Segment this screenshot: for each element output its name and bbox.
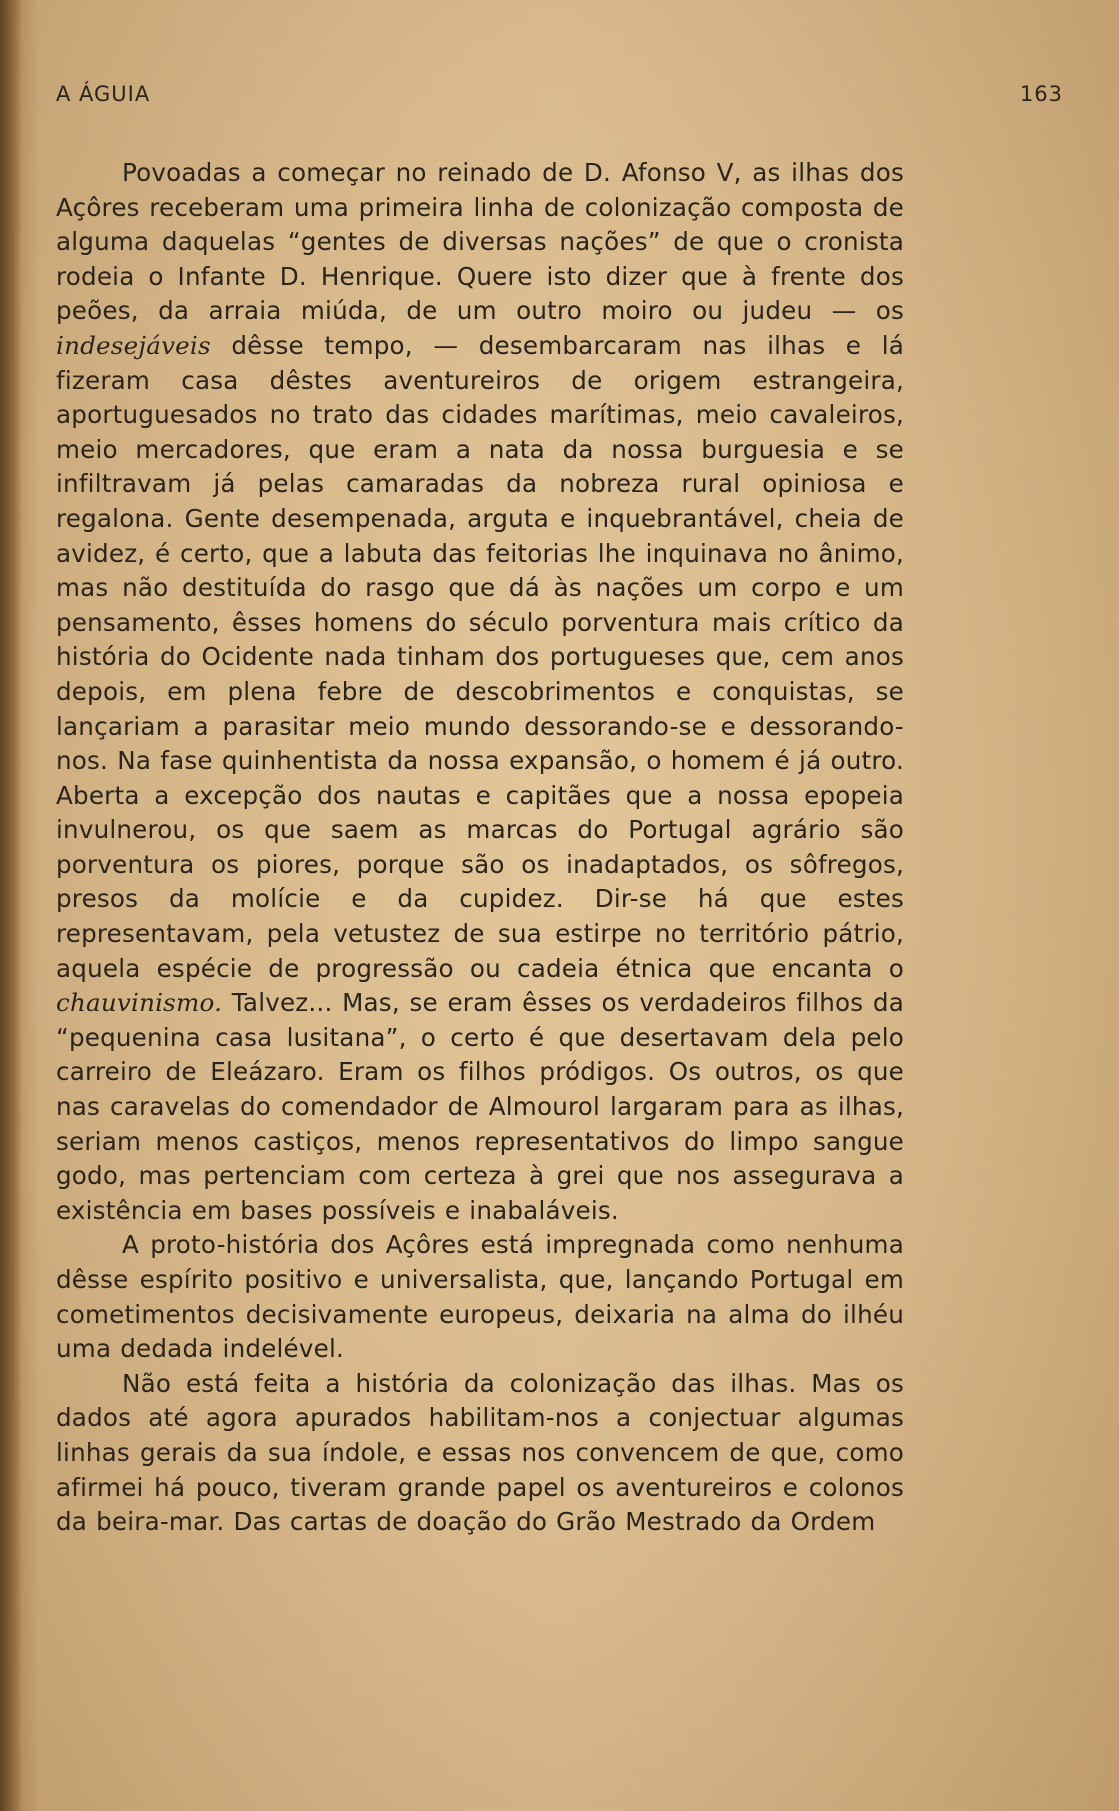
journal-title: A ÁGUIA bbox=[56, 82, 151, 106]
book-spine-shadow bbox=[0, 0, 22, 1811]
italic-term: chauvinismo. bbox=[56, 988, 223, 1018]
text-segment: A proto-história dos Açôres está impregnada como nenhuma dêsse espírito positivo e universalista, que, lançando Portugal em cometimentos decisivamente europeus, deixaria na alma do ilhéu uma dedada indelével. bbox=[56, 1230, 904, 1364]
paragraph-2 bbox=[56, 1228, 904, 1366]
text-segment: Talvez... Mas, se eram êsses os verdadeiros filhos da “pequenina casa lusitana”, o certo é que desertavam dela pelo carreiro de Eleázaro. Eram os filhos pródigos. Os outros, os que nas caravelas do comendador de Almourol largaram para as ilhas, seriam menos castiços, menos representativos do limpo sangue godo, mas pertenciam com certeza à grei que nos assegurava a existência em bases possíveis e inabaláveis. bbox=[56, 988, 904, 1225]
italic-term: indesejáveis bbox=[56, 330, 211, 360]
text-segment: dêsse tempo, — desembarcaram nas ilhas e lá fizeram casa dêstes aventureiros de origem estrangeira, aportuguesados no trato das cidades marítimas, meio cavaleiros, meio mercadores, que eram a nata da nossa burguesia e se infiltravam já pelas camaradas da nobreza rural opiniosa e regalona. Gente desempenada, arguta e inquebrantável, cheia de avidez, é certo, que a labuta das feitorias lhe inquinava no ânimo, mas não destituída do rasgo que dá às nações um corpo e um pensamento, êsses homens do século porventura mais crítico da história do Ocidente nada tinham dos portugueses que, cem anos depois, em plena febre de descobrimentos e conquistas, se lançariam a parasitar meio mundo dessorando-se e dessorando-nos. Na fase quinhentista da nossa expansão, o homem é já outro. Aberta a excepção dos nautas e capitães que a nossa epopeia invulnerou, os que saem as marcas do Portugal agrário são porventura os piores, porque são os inadaptados, os sôfregos, presos da molície e da cupidez. Dir-se há que estes representavam, pela vetustez de sua estirpe no território pátrio, aquela espécie de progressão ou cadeia étnica que encanta o bbox=[56, 330, 904, 983]
text-segment: Povoadas a começar no reinado de D. Afonso V, as ilhas dos Açôres receberam uma primeira linha de colonização composta de alguma daquelas “gentes de diversas nações” de que o cronista rodeia o Infante D. Henrique. Quere isto dizer que à frente dos peões, da arraia miúda, de um outro moiro ou judeu — os bbox=[56, 158, 904, 326]
running-header bbox=[56, 82, 1063, 122]
paragraph-3 bbox=[56, 1367, 904, 1540]
text-segment: Não está feita a história da colonização das ilhas. Mas os dados até agora apurados habilitam-nos a conjectuar algumas linhas gerais da sua índole, e essas nos convencem de que, como afirmei há pouco, tiveram grande papel os aventureiros e colonos da beira-mar. Das cartas de doação do Grão Mestrado da Ordem bbox=[56, 1368, 904, 1537]
page-number: 163 bbox=[1019, 82, 1063, 106]
body-text bbox=[56, 156, 904, 1540]
paragraph-1 bbox=[56, 156, 904, 1228]
